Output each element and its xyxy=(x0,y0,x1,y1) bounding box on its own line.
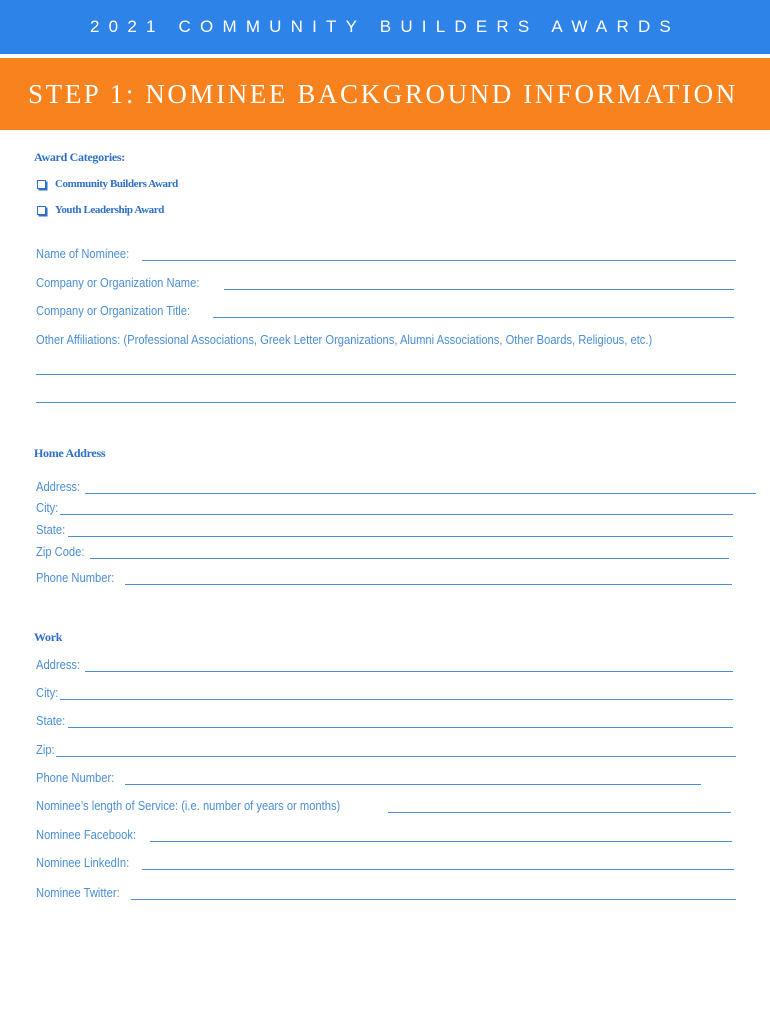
field-label: City: xyxy=(36,685,59,700)
field-line[interactable] xyxy=(142,857,734,870)
work-state-field[interactable] xyxy=(36,713,733,728)
field-label: Nominee’s length of Service: (i.e. number of years or months) xyxy=(36,798,341,813)
field-label: Phone Number: xyxy=(36,570,115,585)
field-label: Company or Organization Title: xyxy=(36,303,191,318)
home-state-field[interactable] xyxy=(36,522,733,537)
field-label: Address: xyxy=(36,479,81,494)
field-line[interactable] xyxy=(213,305,734,318)
field-label: Nominee LinkedIn: xyxy=(36,855,130,870)
field-line[interactable] xyxy=(85,659,733,672)
field-line[interactable] xyxy=(90,546,729,559)
affiliations-line-2[interactable] xyxy=(36,402,736,403)
field-line[interactable] xyxy=(131,887,736,900)
work-phone-field[interactable] xyxy=(36,770,701,785)
field-line[interactable] xyxy=(125,572,732,585)
home-zip-field[interactable] xyxy=(36,544,729,559)
home-phone-field[interactable] xyxy=(36,570,732,585)
field-line[interactable] xyxy=(150,829,732,842)
field-line[interactable] xyxy=(85,481,756,494)
checkbox-box[interactable] xyxy=(37,180,46,189)
field-line[interactable] xyxy=(224,277,734,290)
nominee-name-field[interactable] xyxy=(36,246,736,261)
affiliations-label: Other Affiliations: (Professional Associations, Greek Letter Organizations, Alumni Associations, Other Boards, Religious, etc.) xyxy=(36,332,653,347)
field-label: Nominee Facebook: xyxy=(36,827,137,842)
field-label: City: xyxy=(36,500,59,515)
checkbox-box[interactable] xyxy=(37,206,46,215)
company-name-field[interactable] xyxy=(36,275,734,290)
home-address-field[interactable] xyxy=(36,479,756,494)
twitter-field[interactable] xyxy=(36,885,736,900)
organization-title-field[interactable] xyxy=(36,303,734,318)
step-banner xyxy=(0,58,770,130)
award-categories-heading: Award Categories: xyxy=(34,150,125,164)
home-city-field[interactable] xyxy=(36,500,733,515)
field-line[interactable] xyxy=(60,687,733,700)
work-heading: Work xyxy=(34,630,63,644)
field-line[interactable] xyxy=(68,524,733,537)
checkbox-youth-leadership[interactable] xyxy=(37,204,164,216)
checkbox-label: Community Builders Award xyxy=(55,178,178,190)
checkbox-community-builders[interactable] xyxy=(37,178,178,190)
field-label: State: xyxy=(36,713,66,728)
field-label: Zip: xyxy=(36,742,55,757)
length-of-service-field[interactable] xyxy=(36,798,731,813)
field-label: Address: xyxy=(36,657,81,672)
top-banner xyxy=(0,0,770,54)
work-zip-field[interactable] xyxy=(36,742,736,757)
field-label: Nominee Twitter: xyxy=(36,885,120,900)
home-address-heading: Home Address xyxy=(34,446,106,460)
field-line[interactable] xyxy=(388,800,731,813)
field-label: Company or Organization Name: xyxy=(36,275,200,290)
step-title: STEP 1: NOMINEE BACKGROUND INFORMATION xyxy=(28,78,738,109)
field-label: Name of Nominee: xyxy=(36,246,130,261)
field-line[interactable] xyxy=(125,772,701,785)
form-title: 2021 COMMUNITY BUILDERS AWARDS xyxy=(90,17,680,36)
field-label: Phone Number: xyxy=(36,770,115,785)
field-line[interactable] xyxy=(60,502,733,515)
work-address-field[interactable] xyxy=(36,657,733,672)
field-line[interactable] xyxy=(56,744,736,757)
linkedin-field[interactable] xyxy=(36,855,734,870)
field-line[interactable] xyxy=(142,248,736,261)
facebook-field[interactable] xyxy=(36,827,732,842)
checkbox-label: Youth Leadership Award xyxy=(55,204,164,216)
work-city-field[interactable] xyxy=(36,685,733,700)
field-line[interactable] xyxy=(68,715,733,728)
affiliations-line-1[interactable] xyxy=(36,374,736,375)
field-label: State: xyxy=(36,522,66,537)
field-label: Zip Code: xyxy=(36,544,85,559)
